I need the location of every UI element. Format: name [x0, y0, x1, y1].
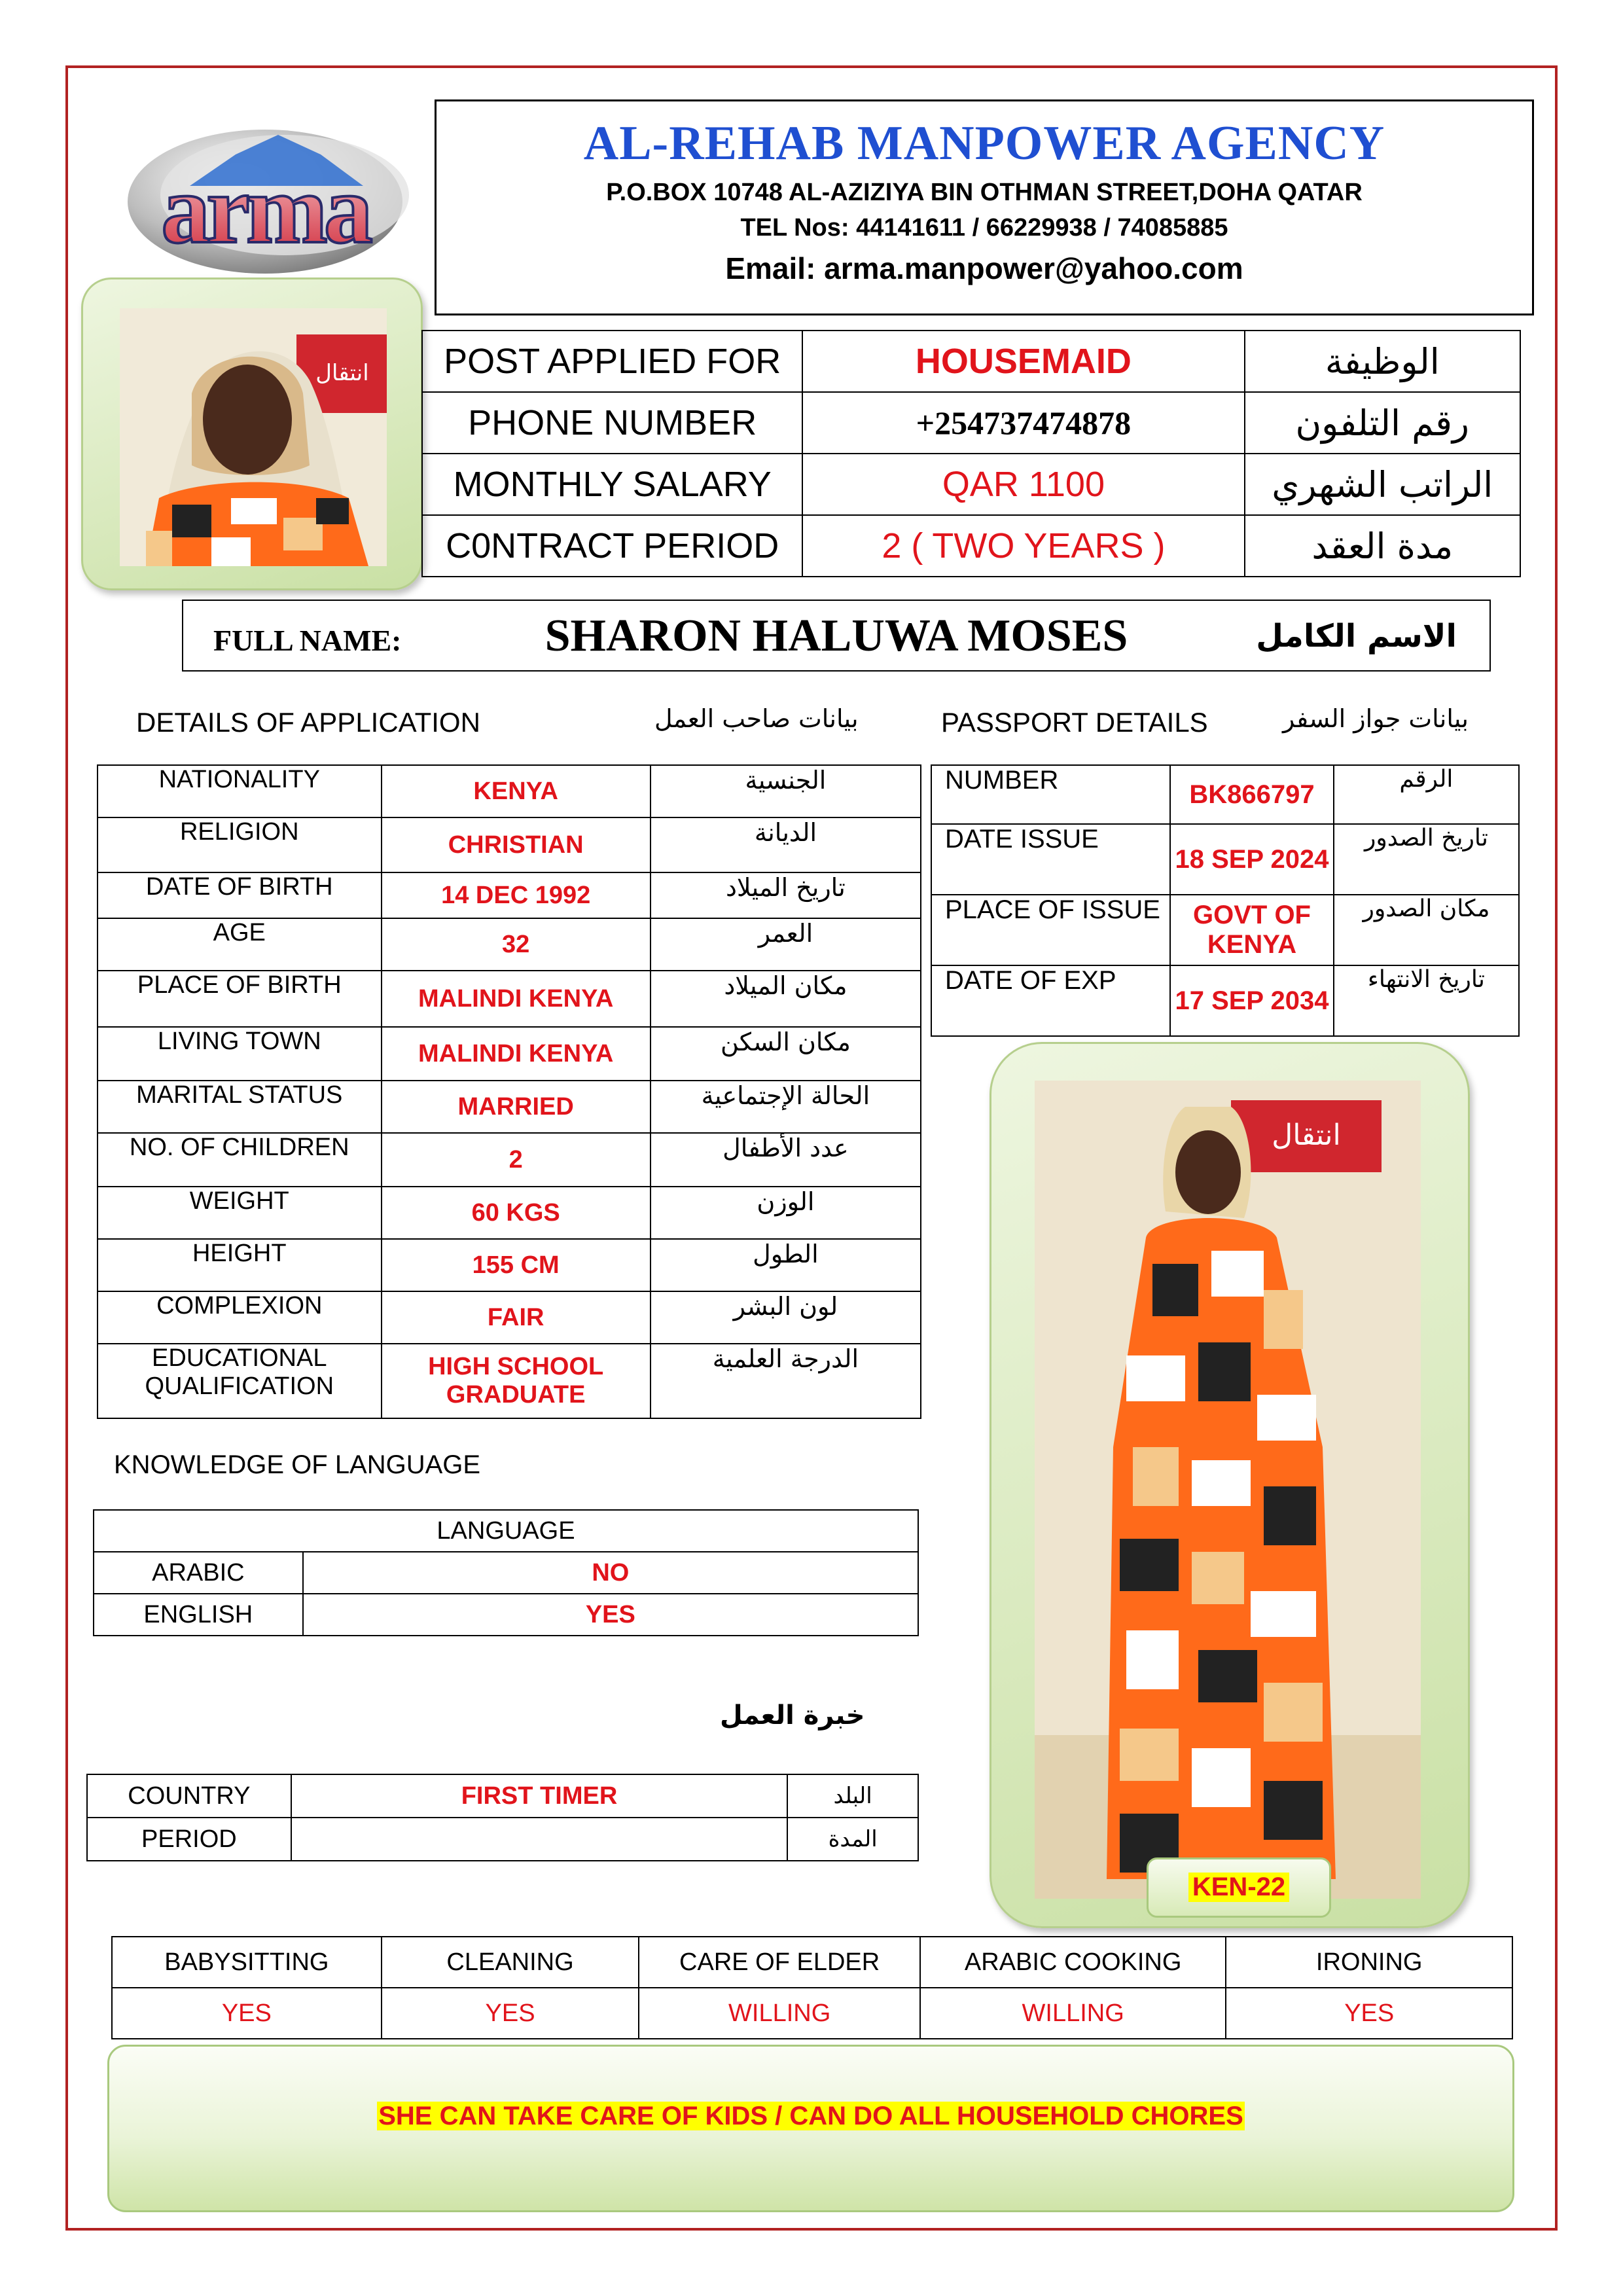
skill-header: IRONING: [1226, 1937, 1512, 1988]
header-box: [435, 99, 1534, 315]
table-row: [422, 454, 1520, 515]
detail-label: COMPLEXION: [98, 1291, 382, 1344]
post-label: POST APPLIED FOR: [422, 331, 802, 392]
language-header: LANGUAGE: [94, 1510, 918, 1552]
detail-label-ar: العمر: [651, 918, 921, 971]
detail-value: HIGH SCHOOL GRADUATE: [382, 1344, 651, 1418]
passport-value: BK866797: [1170, 765, 1334, 824]
detail-label: LIVING TOWN: [98, 1027, 382, 1081]
table-row: [422, 392, 1520, 454]
detail-label: PLACE OF BIRTH: [98, 971, 382, 1027]
detail-label: RELIGION: [98, 817, 382, 872]
table-row: [98, 1027, 921, 1081]
agency-logo: [118, 118, 425, 288]
table-row: [98, 1081, 921, 1133]
skill-value: WILLING: [920, 1988, 1226, 2039]
agency-name: AL-REHAB MANPOWER AGENCY: [583, 117, 1385, 170]
table-row: [98, 872, 921, 918]
passport-label-ar: الرقم: [1334, 765, 1519, 824]
detail-label-ar: الحالة الإجتماعية: [651, 1081, 921, 1133]
detail-label: DATE OF BIRTH: [98, 872, 382, 918]
remark-box: [107, 2045, 1514, 2212]
agency-address: P.O.BOX 10748 AL-AZIZIYA BIN OTHMAN STREET,DOHA QATAR: [606, 179, 1363, 206]
experience-title-ar: خبرة العمل: [720, 1700, 865, 1731]
passport-label-ar: تاريخ الصدور: [1334, 824, 1519, 895]
detail-value: MALINDI KENYA: [382, 1027, 651, 1081]
detail-value: FAIR: [382, 1291, 651, 1344]
passport-value: 17 SEP 2034: [1170, 965, 1334, 1036]
passport-value: 18 SEP 2024: [1170, 824, 1334, 895]
contract-value: 2 ( TWO YEARS ): [802, 515, 1244, 577]
detail-value: MARRIED: [382, 1081, 651, 1133]
table-row: [98, 1187, 921, 1239]
phone-label-ar: رقم التلفون: [1245, 392, 1520, 454]
table-row: [98, 817, 921, 872]
passport-table: [931, 764, 1520, 1037]
post-table: [421, 330, 1521, 577]
experience-label: COUNTRY: [87, 1774, 291, 1818]
detail-value: 60 KGS: [382, 1187, 651, 1239]
photo-banner-text-2: انتقال: [1272, 1119, 1341, 1152]
table-row: [931, 824, 1519, 895]
detail-value: 14 DEC 1992: [382, 872, 651, 918]
candidate-code: KEN-22: [1188, 1873, 1289, 1902]
skill-header: BABYSITTING: [112, 1937, 382, 1988]
skills-table: [111, 1936, 1513, 2039]
salary-label-ar: الراتب الشهري: [1245, 454, 1520, 515]
detail-label: NATIONALITY: [98, 765, 382, 817]
skill-value: YES: [1226, 1988, 1512, 2039]
passport-value: GOVT OF KENYA: [1170, 895, 1334, 965]
language-label: ARABIC: [94, 1552, 303, 1594]
detail-label-ar: مكان الميلاد: [651, 971, 921, 1027]
passport-title-ar: بيانات جواز السفر: [1283, 704, 1469, 733]
detail-value: 32: [382, 918, 651, 971]
table-row: [422, 515, 1520, 577]
table-row: [94, 1552, 918, 1594]
experience-label-ar: البلد: [787, 1774, 918, 1818]
detail-label: AGE: [98, 918, 382, 971]
skill-header: CLEANING: [382, 1937, 639, 1988]
details-title: DETAILS OF APPLICATION: [136, 707, 480, 738]
table-row: [98, 765, 921, 817]
salary-label: MONTHLY SALARY: [422, 454, 802, 515]
post-label-ar: الوظيفة: [1245, 331, 1520, 392]
detail-value: CHRISTIAN: [382, 817, 651, 872]
full-body-photo-frame: [990, 1042, 1470, 1928]
skill-value: YES: [112, 1988, 382, 2039]
language-table: [93, 1509, 919, 1636]
detail-label: HEIGHT: [98, 1239, 382, 1291]
language-label: ENGLISH: [94, 1594, 303, 1636]
phone-value: +254737474878: [802, 392, 1244, 454]
skill-header: ARABIC COOKING: [920, 1937, 1226, 1988]
logo-text: arma: [161, 155, 369, 264]
table-row: [87, 1774, 918, 1818]
passport-label: NUMBER: [931, 765, 1170, 824]
detail-label-ar: الوزن: [651, 1187, 921, 1239]
table-row: [94, 1594, 918, 1636]
language-value: NO: [303, 1552, 918, 1594]
portrait-photo: [120, 308, 387, 566]
details-table: [97, 764, 921, 1419]
language-value: YES: [303, 1594, 918, 1636]
full-name-value: SHARON HALUWA MOSES: [544, 611, 1128, 661]
detail-value: KENYA: [382, 765, 651, 817]
table-row: [98, 1239, 921, 1291]
contract-label: C0NTRACT PERIOD: [422, 515, 802, 577]
table-row: [112, 1988, 1512, 2039]
table-row: [422, 331, 1520, 392]
table-row: [112, 1937, 1512, 1988]
detail-label: MARITAL STATUS: [98, 1081, 382, 1133]
table-row: [98, 1133, 921, 1187]
detail-label-ar: الجنسية: [651, 765, 921, 817]
full-body-photo: [1035, 1081, 1421, 1899]
table-row: [98, 1291, 921, 1344]
full-name-box: [182, 600, 1491, 672]
agency-phone: TEL Nos: 44141611 / 66229938 / 74085885: [740, 214, 1228, 242]
full-name-label: FULL NAME:: [213, 624, 402, 657]
experience-label-ar: المدة: [787, 1818, 918, 1861]
experience-value: FIRST TIMER: [291, 1774, 788, 1818]
passport-title: PASSPORT DETAILS: [941, 707, 1208, 738]
experience-label: PERIOD: [87, 1818, 291, 1861]
detail-label-ar: تاريخ الميلاد: [651, 872, 921, 918]
detail-label-ar: مكان السكن: [651, 1027, 921, 1081]
table-row: [87, 1818, 918, 1861]
salary-value: QAR 1100: [802, 454, 1244, 515]
detail-label: EDUCATIONAL QUALIFICATION: [98, 1344, 382, 1418]
post-value: HOUSEMAID: [802, 331, 1244, 392]
table-row: [98, 1344, 921, 1418]
detail-label: NO. OF CHILDREN: [98, 1133, 382, 1187]
detail-label-ar: الديانة: [651, 817, 921, 872]
table-row: [931, 765, 1519, 824]
language-title: KNOWLEDGE OF LANGUAGE: [114, 1450, 481, 1479]
table-row: [98, 971, 921, 1027]
detail-label-ar: لون البشر: [651, 1291, 921, 1344]
detail-label: WEIGHT: [98, 1187, 382, 1239]
detail-label-ar: الدرجة العلمية: [651, 1344, 921, 1418]
contract-label-ar: مدة العقد: [1245, 515, 1520, 577]
full-name-label-ar: الاسم الكامل: [1256, 618, 1457, 655]
detail-label-ar: الطول: [651, 1239, 921, 1291]
detail-value: MALINDI KENYA: [382, 971, 651, 1027]
table-row: [98, 918, 921, 971]
agency-email: Email: arma.manpower@yahoo.com: [725, 251, 1243, 285]
table-row: [931, 965, 1519, 1036]
table-row: [931, 895, 1519, 965]
phone-label: PHONE NUMBER: [422, 392, 802, 454]
experience-table: [86, 1774, 919, 1861]
details-title-ar: بيانات صاحب العمل: [654, 704, 859, 733]
passport-label-ar: تاريخ الانتهاء: [1334, 965, 1519, 1036]
candidate-code-badge: [1147, 1857, 1331, 1918]
remark-text: SHE CAN TAKE CARE OF KIDS / CAN DO ALL HOUSEHOLD CHORES: [378, 2102, 1243, 2130]
experience-value: [291, 1818, 788, 1861]
detail-value: 155 CM: [382, 1239, 651, 1291]
detail-value: 2: [382, 1133, 651, 1187]
detail-label-ar: عدد الأطفال: [651, 1133, 921, 1187]
passport-label: DATE ISSUE: [931, 824, 1170, 895]
passport-label: PLACE OF ISSUE: [931, 895, 1170, 965]
passport-label: DATE OF EXP: [931, 965, 1170, 1036]
skill-value: WILLING: [639, 1988, 920, 2039]
passport-label-ar: مكان الصدور: [1334, 895, 1519, 965]
photo-banner-text: انتقال: [315, 360, 369, 386]
skill-header: CARE OF ELDER: [639, 1937, 920, 1988]
skill-value: YES: [382, 1988, 639, 2039]
table-row: [94, 1510, 918, 1552]
portrait-photo-frame: [81, 278, 423, 590]
